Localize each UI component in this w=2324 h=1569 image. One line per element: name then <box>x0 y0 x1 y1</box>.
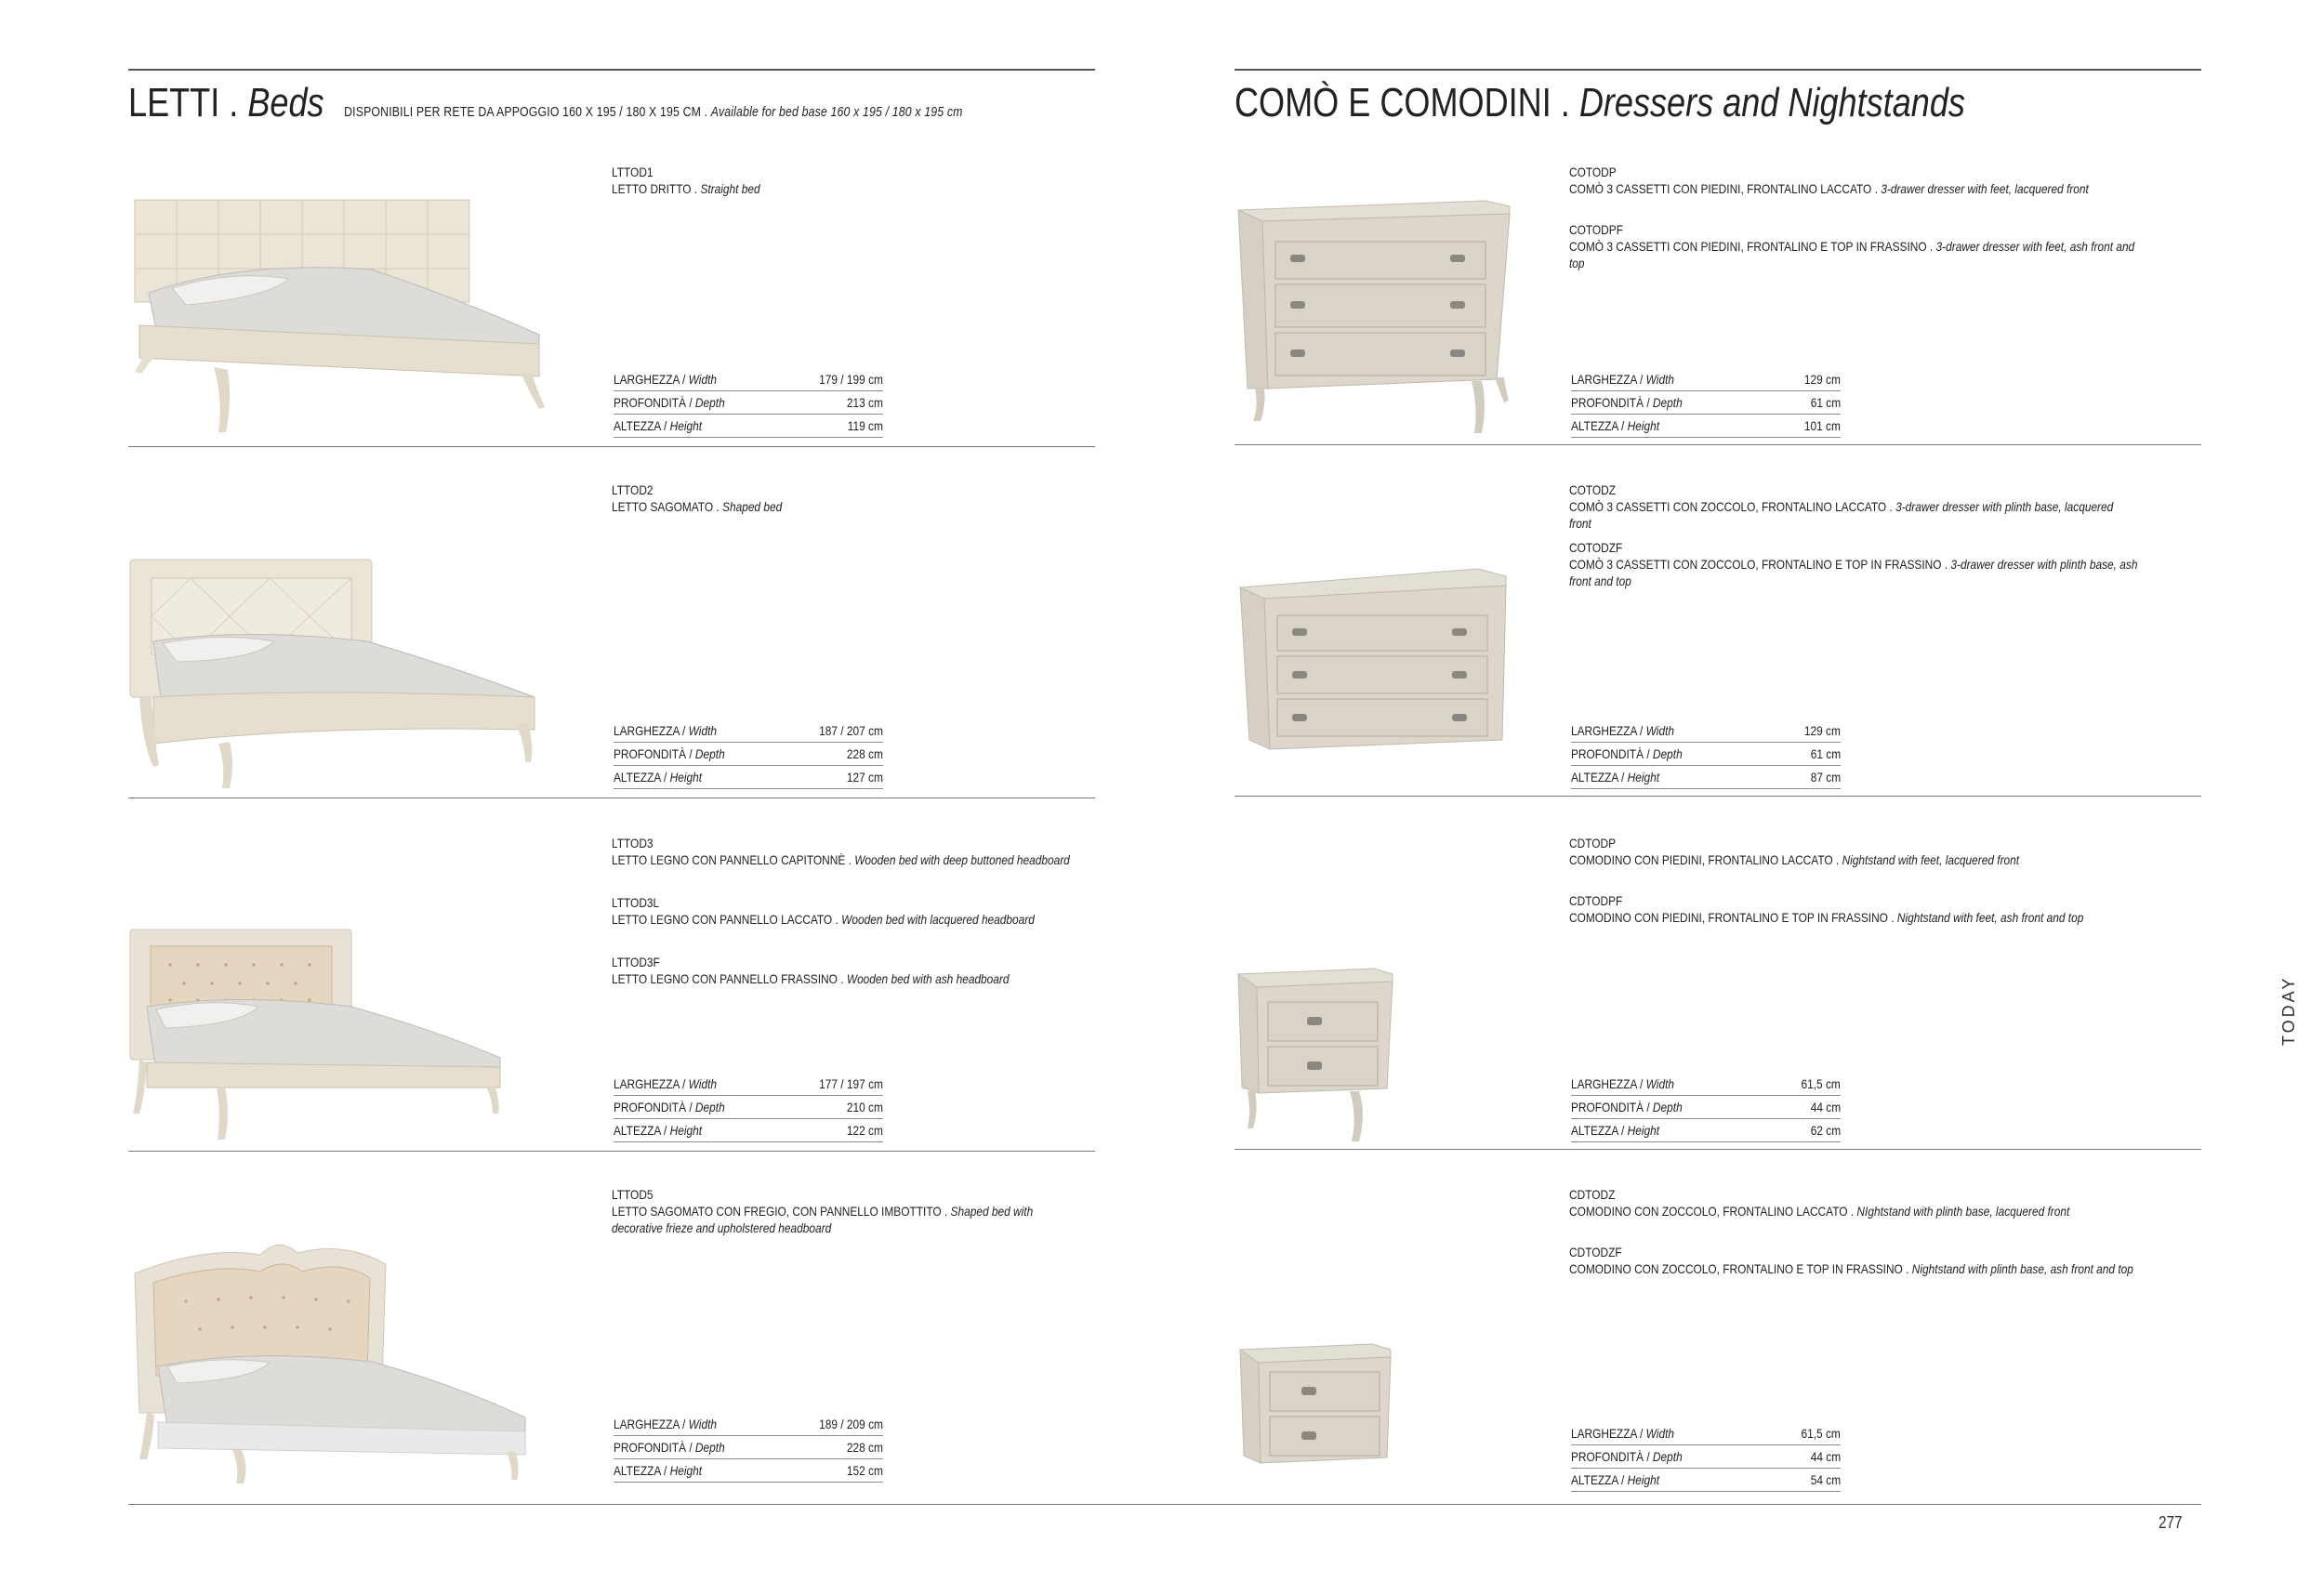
dresser2-desc: COMÒ 3 CASSETTI CON ZOCCOLO, FRONTALINO LACCATO . 3-drawer dresser with plinth base, lacquered front <box>1569 499 2114 531</box>
dim-depth: PROFONDITÀ / Depth 61 cm <box>1571 743 1841 766</box>
nightstand1f-desc: COMODINO CON PIEDINI, FRONTALINO E TOP IN FRASSINO . Nightstand with feet, ash front and top <box>1569 910 2084 925</box>
dresser2f-code: COTODZF <box>1569 540 1623 555</box>
bed3-desc: LETTO LEGNO CON PANNELLO CAPITONNÈ . Wooden bed with deep buttoned headboard <box>612 852 1070 867</box>
page-number: 277 <box>2159 1513 2183 1532</box>
dim-height: ALTEZZA / Height 152 cm <box>614 1459 883 1483</box>
dim-width: LARGHEZZA / Width 61,5 cm <box>1571 1073 1841 1096</box>
bed1-code: LTTOD1 <box>612 165 654 179</box>
bed5-dimensions <box>614 1413 883 1483</box>
bed1-dimensions <box>614 368 883 438</box>
dim-height: ALTEZZA / Height 54 cm <box>1571 1469 1841 1492</box>
nightstand2-code: CDTODZ <box>1569 1187 1616 1202</box>
dresser1-desc: COMÒ 3 CASSETTI CON PIEDINI, FRONTALINO LACCATO . 3-drawer dresser with feet, lacquered front <box>1569 181 2089 196</box>
dresser1f-code: COTODPF <box>1569 222 1623 237</box>
bed3-code: LTTOD3 <box>612 836 654 850</box>
nightstand1-dimensions <box>1571 1073 1841 1142</box>
dim-width: LARGHEZZA / Width 129 cm <box>1571 368 1841 391</box>
dim-width: LARGHEZZA / Width 61,5 cm <box>1571 1422 1841 1445</box>
dresser2-dimensions <box>1571 719 1841 789</box>
divider <box>128 446 1095 447</box>
bed3f-desc: LETTO LEGNO CON PANNELLO FRASSINO . Wooden bed with ash headboard <box>612 971 1010 986</box>
bed2-desc: LETTO SAGOMATO . Shaped bed <box>612 499 783 514</box>
dim-width: LARGHEZZA / Width 177 / 197 cm <box>614 1073 883 1096</box>
dim-depth: PROFONDITÀ / Depth 210 cm <box>614 1096 883 1119</box>
dresser1-dimensions <box>1571 368 1841 438</box>
nightstand2-dimensions <box>1571 1422 1841 1492</box>
dim-depth: PROFONDITÀ / Depth 44 cm <box>1571 1096 1841 1119</box>
dim-depth: PROFONDITÀ / Depth 228 cm <box>614 1436 883 1459</box>
nightstand1f-code: CDTODPF <box>1569 893 1623 908</box>
bed3l-code: LTTOD3L <box>612 895 660 910</box>
bed2-code: LTTOD2 <box>612 482 654 497</box>
divider <box>128 1151 1095 1152</box>
top-rule-left <box>128 69 1095 71</box>
dresser1f-desc: COMÒ 3 CASSETTI CON PIEDINI, FRONTALINO E TOP IN FRASSINO . 3-drawer dresser with feet, ash front and top <box>1569 239 2135 270</box>
dim-width: LARGHEZZA / Width 179 / 199 cm <box>614 368 883 391</box>
nightstand1-desc: COMODINO CON PIEDINI, FRONTALINO LACCATO . Nightstand with feet, lacquered front <box>1569 852 2020 867</box>
bed5-desc: LETTO SAGOMATO CON FREGIO, CON PANNELLO IMBOTTITO . Shaped bed with decorative frieze and upholstered headboard <box>612 1204 1034 1235</box>
dresser-plinth-image <box>1236 563 1525 755</box>
dim-height: ALTEZZA / Height 122 cm <box>614 1119 883 1142</box>
bed-frieze-image <box>130 1236 539 1487</box>
divider <box>1235 444 2201 445</box>
dim-height: ALTEZZA / Height 101 cm <box>1571 415 1841 438</box>
nightstand1-code: CDTODP <box>1569 836 1617 850</box>
dresser2-code: COTODZ <box>1569 482 1617 497</box>
nightstand2-desc: COMODINO CON ZOCCOLO, FRONTALINO LACCATO . NIghtstand with plinth base, lacquered front <box>1569 1204 2070 1219</box>
dim-depth: PROFONDITÀ / Depth 61 cm <box>1571 391 1841 415</box>
dim-height: ALTEZZA / Height 119 cm <box>614 415 883 438</box>
dressers-section-title: COMÒ E COMODINI . Dressers and Nightstands <box>1235 80 1965 125</box>
nightstand-feet-image <box>1235 963 1397 1144</box>
dim-depth: PROFONDITÀ / Depth 228 cm <box>614 743 883 766</box>
top-rule-right <box>1235 69 2201 71</box>
nightstand2f-desc: COMODINO CON ZOCCOLO, FRONTALINO E TOP IN FRASSINO . Nightstand with plinth base, ash front and top <box>1569 1261 2133 1276</box>
bed3f-code: LTTOD3F <box>612 955 660 969</box>
dresser-feet-image <box>1235 193 1523 437</box>
bed2-dimensions <box>614 719 883 789</box>
dim-height: ALTEZZA / Height 62 cm <box>1571 1119 1841 1142</box>
dresser1-code: COTODP <box>1569 165 1617 179</box>
bottom-rule <box>128 1504 2201 1505</box>
bed5-code: LTTOD5 <box>612 1187 654 1202</box>
dim-width: LARGHEZZA / Width 189 / 209 cm <box>614 1413 883 1436</box>
dim-width: LARGHEZZA / Width 187 / 207 cm <box>614 719 883 743</box>
bed-shaped-image <box>125 558 553 790</box>
bed1-desc: LETTO DRITTO . Straight bed <box>612 181 760 196</box>
dim-depth: PROFONDITÀ / Depth 44 cm <box>1571 1445 1841 1469</box>
dim-depth: PROFONDITÀ / Depth 213 cm <box>614 391 883 415</box>
dim-height: ALTEZZA / Height 87 cm <box>1571 766 1841 789</box>
beds-section-title: LETTI . Beds DISPONIBILI PER RETE DA APPOGGIO 160 X 195 / 180 X 195 CM . Available for bed base 160 x 195 / 180 x 195 cm <box>128 80 963 125</box>
bed3-dimensions <box>614 1073 883 1142</box>
divider <box>1235 1149 2201 1150</box>
bed3l-desc: LETTO LEGNO CON PANNELLO LACCATO . Wooden bed with lacquered headboard <box>612 912 1035 927</box>
nightstand2f-code: CDTODZF <box>1569 1245 1622 1259</box>
dim-width: LARGHEZZA / Width 129 cm <box>1571 719 1841 743</box>
collection-side-label: TODAY <box>2279 975 2298 1046</box>
bed-straight-image <box>130 195 558 437</box>
nightstand-plinth-image <box>1236 1338 1394 1467</box>
bed-wooden-image <box>128 928 528 1143</box>
dresser2f-desc: COMÒ 3 CASSETTI CON ZOCCOLO, FRONTALINO E TOP IN FRASSINO . 3-drawer dresser with plinth base, ash front and top <box>1569 557 2138 588</box>
divider <box>1235 796 2201 797</box>
dim-height: ALTEZZA / Height 127 cm <box>614 766 883 789</box>
